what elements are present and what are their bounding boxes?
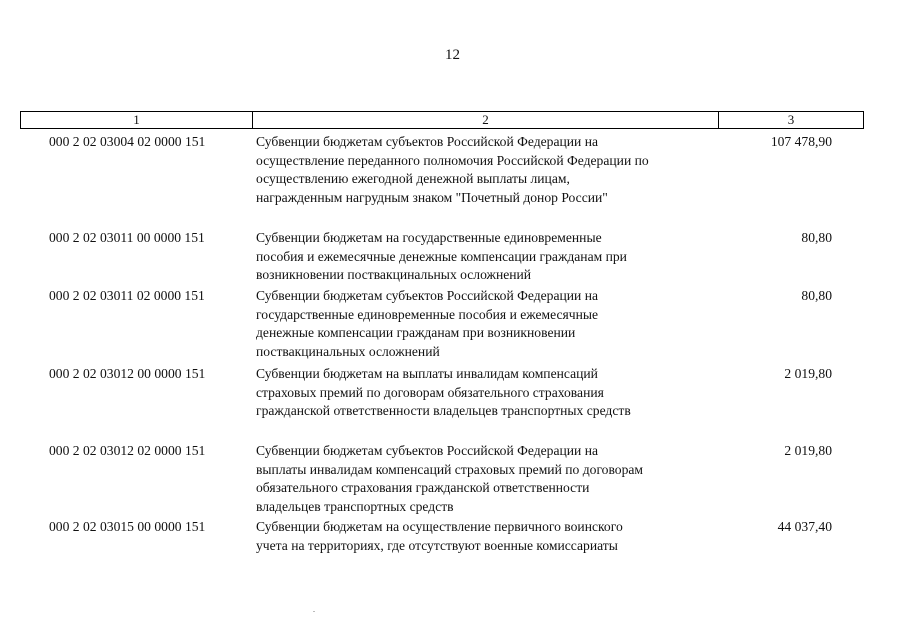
description-line: обязательного страхования гражданской ответственности [256,480,590,495]
budget-code: 000 2 02 03004 02 0000 151 [49,134,206,149]
header-column-2: 2 [253,112,719,128]
description-line: Субвенции бюджетам субъектов Российской Федерации на [256,288,599,303]
description-line: выплаты инвалидам компенсаций страховых премий по договорам [256,461,644,477]
description-line: пособия и ежемесячные денежные компенсации гражданам при [256,248,627,264]
budget-code: 000 2 02 03015 00 0000 151 [49,519,206,534]
income-description [256,133,716,207]
income-description [256,287,716,361]
description-line: Субвенции бюджетам на выплаты инвалидам компенсаций [256,366,598,381]
income-description [256,365,716,421]
amount: 44 037,40 [777,519,832,534]
income-description [256,518,716,555]
income-description [256,229,716,285]
header-column-3: 3 [787,112,795,127]
amount: 80,80 [801,288,832,303]
amount: 2 019,80 [784,366,832,381]
budget-code: 000 2 02 03012 02 0000 151 [49,443,206,458]
scan-speck [313,611,315,612]
description-line: награжденным нагрудным знаком "Почетный донор России" [256,189,608,205]
description-line: поствакцинальных осложнений [256,343,440,359]
amount: 80,80 [801,230,832,245]
description-line: учета на территориях, где отсутствуют военные комиссариаты [256,537,618,553]
table-header [20,111,864,129]
header-column-1: 1 [21,112,253,128]
description-line: страховых премий по договорам обязательного страхования [256,384,604,400]
budget-code: 000 2 02 03012 00 0000 151 [49,366,206,381]
description-line: Субвенции бюджетам субъектов Российской Федерации на [256,134,599,149]
description-line: владельцев транспортных средств [256,498,454,514]
description-line: Субвенции бюджетам на государственные единовременные [256,230,602,245]
description-line: возникновении поствакцинальных осложнений [256,267,532,282]
description-line: осуществление переданного полномочия Российской Федерации по [256,152,649,168]
description-line: государственные единовременные пособия и ежемесячные [256,306,599,322]
description-line: гражданской ответственности владельцев транспортных средств [256,403,631,418]
budget-code: 000 2 02 03011 00 0000 151 [49,230,205,245]
description-line: денежные компенсации гражданам при возникновении [256,325,576,340]
description-line: Субвенции бюджетам субъектов Российской Федерации на [256,443,599,458]
income-description [256,442,716,516]
description-line: Субвенции бюджетам на осуществление первичного воинского [256,519,623,534]
page-number: 12 [445,47,460,63]
budget-code: 000 2 02 03011 02 0000 151 [49,288,205,303]
description-line: осуществлению ежегодной денежной выплаты лицам, [256,171,570,186]
amount: 107 478,90 [770,134,832,149]
amount: 2 019,80 [784,443,832,458]
